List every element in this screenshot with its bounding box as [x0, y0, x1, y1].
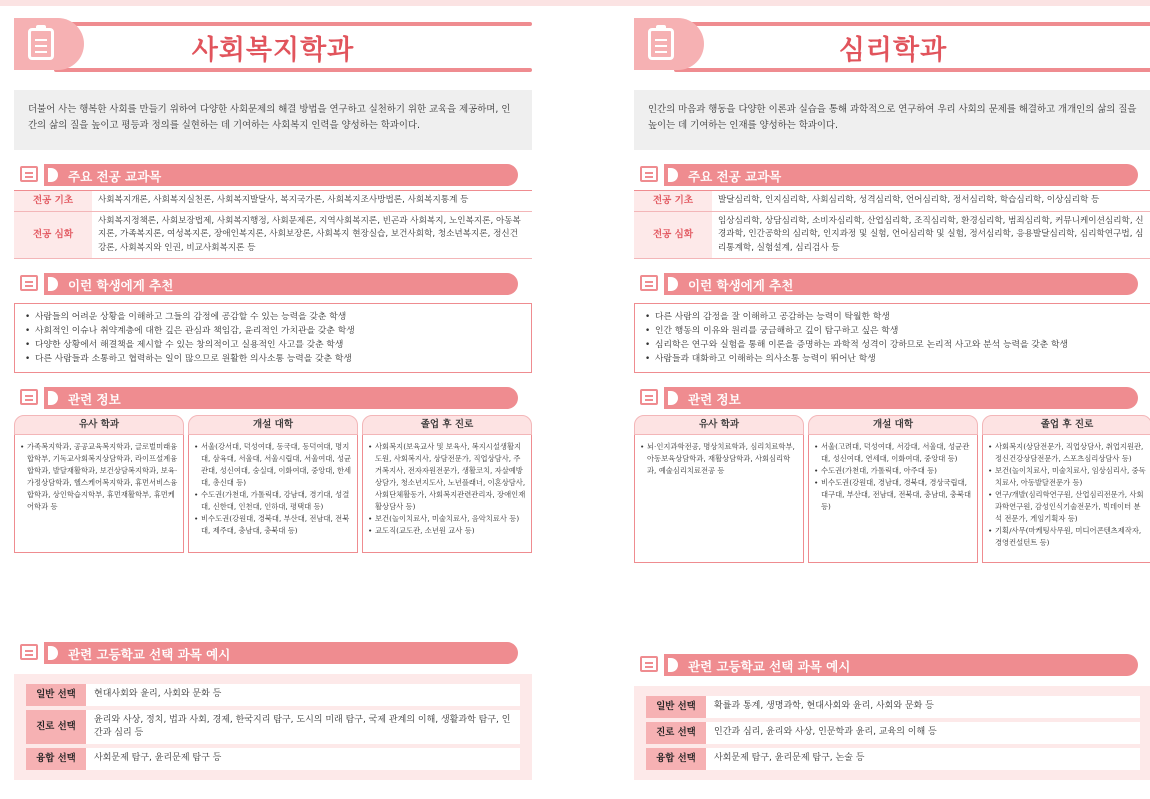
info-universities: 개설 대학 • 서울(강서대, 덕성여대, 동국대, 동덕여대, 명지대, 삼육대, 서울대, 서울시립대, 서울여대, 성균관대, 성신여대, 숭실대, 이화여대, 중앙대, 한세대, 총신대 등) • 수도권(가천대, 가톨릭대, 강남대, 경기대, 성결대, 신한대, 인천대, 인하대, 평택대 등) • 비수도권(강원대, 경북대, 부산대, 전남대, 전북대, 제주대, 충남대, 충북대 등): [188, 415, 358, 553]
list-item: • 사회적인 이슈나 취약계층에 대한 깊은 관심과 책임감, 윤리적인 가치관을 갖춘 학생: [25, 324, 521, 338]
hs-header: 관련 고등학교 선택 과목 예시: [634, 654, 1150, 676]
hs-subjects-right: [634, 654, 1150, 780]
title-bar: [634, 14, 1150, 72]
info-header: 관련 정보: [14, 387, 532, 409]
list-item: • 인간 행동의 이유와 원리를 궁금해하고 깊이 탐구하고 싶은 학생: [645, 324, 1141, 338]
list-item: • 사람들과 대화하고 이해하는 의사소통 능력이 뛰어난 학생: [645, 352, 1141, 366]
info-similar: 유사 학과 • 뇌·인지과학전공, 명상치료학과, 심리치료학부, 아동보육상담학과, 재활상담학과, 사회심리학과, 예술심리치료전공 등: [634, 415, 804, 563]
title-bar: [14, 14, 532, 72]
list-item: • 다양한 상황에서 해결책을 제시할 수 있는 창의적이고 실용적인 사고를 갖춘 학생: [25, 338, 521, 352]
list-item: • 사람들의 어려운 상황을 이해하고 그들의 감정에 공감할 수 있는 능력을 갖춘 학생: [25, 310, 521, 324]
courses-table: [14, 190, 532, 259]
intro-text: 인간의 마음과 행동을 다양한 이론과 실습을 통해 과학적으로 연구하여 우리 사회의 문제를 해결하고 개개인의 삶의 질을 높이는 데 기여하는 인재를 양성하는 학과이다.: [634, 90, 1150, 150]
info-careers: 졸업 후 진로 • 사회복지(보육교사 및 보육사, 복지시설생활지도원, 사회복지사, 상담전문가, 직업상담사, 주거복지사, 전자자원전문가, 생활코치, 자살예방상담가, 청소년지도사, 노년플래너, 이혼상담사, 사회단체활동가, 사회복지관련관리자, 장애인재활상담사 등) • 보건(놀이치료사, 미술치료사, 음악치료사 등) • 교도직(교도관, 소년원 교사 등): [362, 415, 532, 553]
psychology-column: [634, 0, 1150, 563]
notepad-icon: [14, 162, 44, 188]
intro-text: 더불어 사는 행복한 사회를 만들기 위하여 다양한 사회문제의 해결 방법을 연구하고 실천하기 위한 교육을 제공하며, 인간의 삶의 질을 높이고 평등과 정의를 실현하는 데 기여하는 사회복지 인력을 양성하는 학과이다.: [14, 90, 532, 150]
info-universities: 개설 대학 • 서울(고려대, 덕성여대, 서강대, 서울대, 성균관대, 성신여대, 연세대, 이화여대, 중앙대 등) • 수도권(가천대, 가톨릭대, 아주대 등) • 비수도권(강원대, 경남대, 경북대, 경상국립대, 대구대, 부산대, 전남대, 전북대, 충남대, 충북대 등): [808, 415, 978, 563]
courses-table: [634, 190, 1150, 259]
courses-header: 주요 전공 교과목: [634, 164, 1150, 186]
folder-icon: [634, 271, 664, 297]
info-grid: [634, 415, 1150, 563]
page-title: 사회복지학과: [191, 35, 355, 66]
info-careers: 졸업 후 진로 • 사회복지(상담전문가, 직업상담사, 취업지원관, 정신건강상담전문가, 스포츠심리상담사 등) • 보건(놀이치료사, 미술치료사, 임상심리사, 중독치료사, 아동발달전문가 등) • 연구/개발(심리학연구원, 산업심리전문가, 사회과학연구원, 감성인식기술전문가, 빅데이터 분석 전문가, 게임기획자 등) • 기획/사무(마케팅사무원, 미디어콘텐츠제작자, 경영컨설턴트 등): [982, 415, 1150, 563]
recommend-list: [634, 303, 1150, 373]
hs-row: 진로 선택 인간과 심리, 윤리와 사상, 인문학과 윤리, 교육의 이해 등: [646, 722, 1140, 744]
table-row: 전공 기초 발달심리학, 인지심리학, 사회심리학, 성격심리학, 언어심리학, 정서심리학, 학습심리학, 이상심리학 등: [634, 191, 1150, 212]
hs-row: 융합 선택 사회문제 탐구, 윤리문제 탐구 등: [26, 748, 520, 770]
document-icon: [14, 385, 44, 411]
recommend-list: [14, 303, 532, 373]
hs-row: 일반 선택 현대사회와 윤리, 사회와 문화 등: [26, 684, 520, 706]
info-similar: 유사 학과 • 가족복지학과, 공공교육복지학과, 글로벌미래융합학부, 기독교사회복지상담학과, 라이프설계융합학과, 발달재활학과, 보건상담복지학과, 보육·가정상담학과, 헬스케어복지학과, 휴먼서비스융합학과, 상인학습지학부, 휴먼재활학부, 휴먼케어학과 등: [14, 415, 184, 553]
notepad-icon: [634, 162, 664, 188]
list-item: • 다른 사람의 감정을 잘 이해하고 공감하는 능력이 탁월한 학생: [645, 310, 1141, 324]
list-item: • 다른 사람들과 소통하고 협력하는 일이 많으므로 원활한 의사소통 능력을 갖춘 학생: [25, 352, 521, 366]
social-welfare-column: [14, 0, 532, 553]
list-item: • 심리학은 연구와 실험을 통해 이론을 증명하는 과학적 성격이 강하므로 논리적 사고와 분석 능력을 갖춘 학생: [645, 338, 1141, 352]
recommend-header: 이런 학생에게 추천: [14, 273, 532, 295]
hs-row: 융합 선택 사회문제 탐구, 윤리문제 탐구, 논술 등: [646, 748, 1140, 770]
courses-header: 주요 전공 교과목: [14, 164, 532, 186]
info-grid: [14, 415, 532, 553]
hs-subjects-left: [14, 642, 532, 780]
info-header: 관련 정보: [634, 387, 1150, 409]
hs-row: 진로 선택 윤리와 사상, 정치, 법과 사회, 경제, 한국지리 탐구, 도시의 미래 탐구, 국제 관계의 이해, 생활과학 탐구, 인간과 심리 등: [26, 710, 520, 744]
document-icon: [634, 385, 664, 411]
table-row: 전공 기초 사회복지개론, 사회복지실천론, 사회복지발달사, 복지국가론, 사회복지조사방법론, 사회복지통계 등: [14, 191, 532, 212]
list-icon: [14, 640, 44, 666]
table-row: 전공 심화 임상심리학, 상담심리학, 소비자심리학, 산업심리학, 조직심리학, 환경심리학, 범죄심리학, 커뮤니케이션심리학, 신경과학, 인간공학의 심리학, 인지과정 및 실험, 언어심리학 및 실험, 정서심리학, 응용발달심리학, 심리학연구법, 심리통계학, 실험설계, 심리검사 등: [634, 211, 1150, 259]
recommend-header: 이런 학생에게 추천: [634, 273, 1150, 295]
hs-header: 관련 고등학교 선택 과목 예시: [14, 642, 532, 664]
folder-icon: [14, 271, 44, 297]
table-row: 전공 심화 사회복지정책론, 사회보장법제, 사회복지행정, 사회문제론, 지역사회복지론, 빈곤과 사회복지, 노인복지론, 아동복지론, 가족복지론, 여성복지론, 장애인복지론, 사회보장론, 사회복지 현장실습, 보건사회학, 청소년복지론, 정신건강론, 사회복지와 인권, 비교사회복지론 등: [14, 211, 532, 259]
list-icon: [634, 652, 664, 678]
page-title: 심리학과: [838, 35, 948, 66]
hs-row: 일반 선택 확률과 통계, 생명과학, 현대사회와 윤리, 사회와 문화 등: [646, 696, 1140, 718]
